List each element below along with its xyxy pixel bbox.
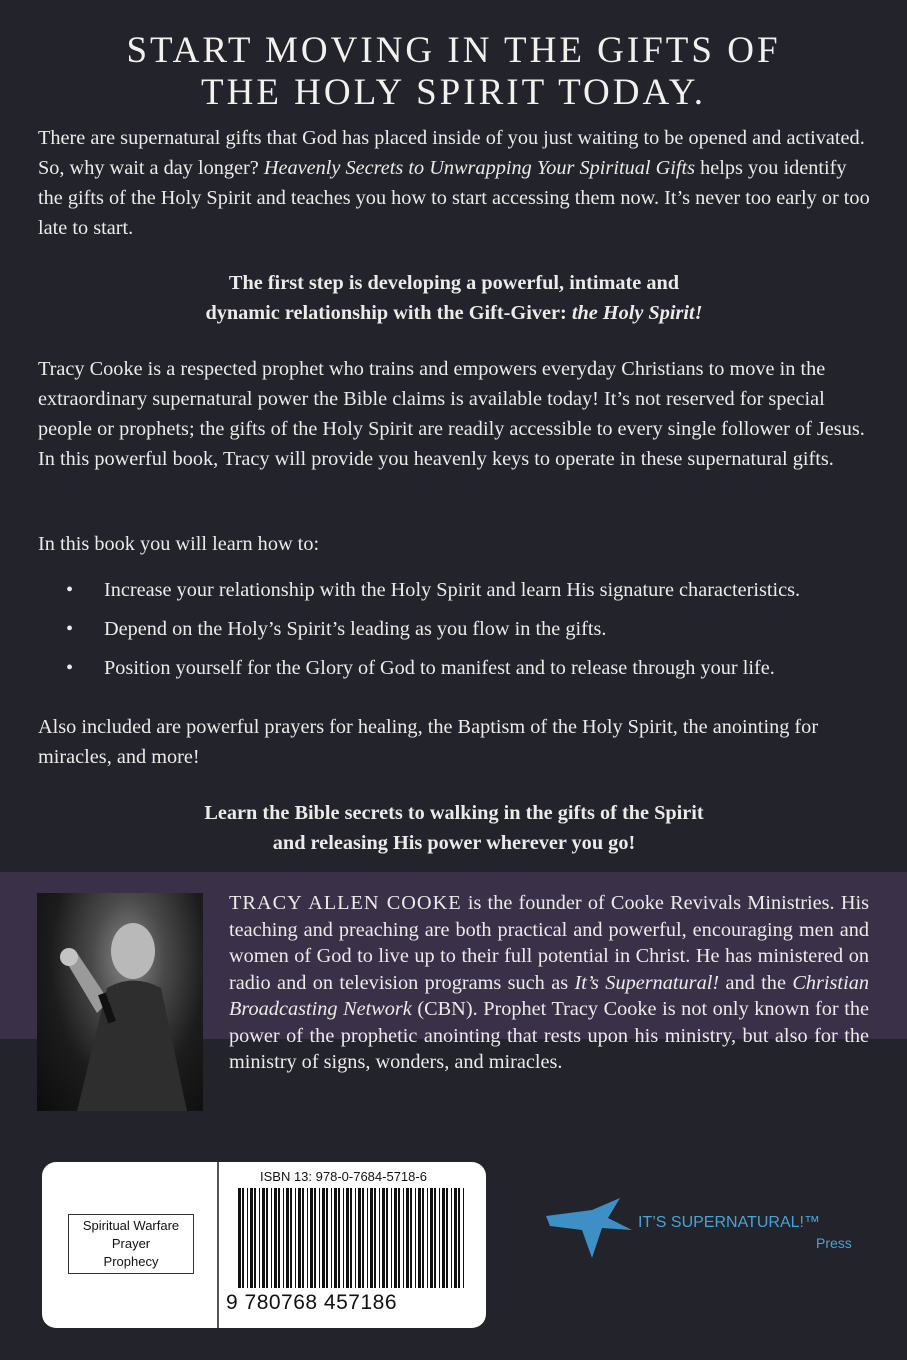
bio-show-2: Christian Broadcasting Network — [229, 971, 869, 1020]
barcode-bar — [247, 1188, 248, 1288]
barcode-bar — [338, 1188, 340, 1288]
barcode-bar — [454, 1188, 457, 1288]
barcode-bar — [250, 1188, 253, 1288]
subject-3: Prophecy — [103, 1254, 159, 1269]
author-name: TRACY ALLEN COOKE — [229, 892, 462, 914]
barcode-bar — [451, 1188, 452, 1288]
bullet-item-1: Increase your relationship with the Holy Spirit and learn His signature characteristics. — [104, 579, 801, 601]
intro-text-2: helps you identify the gifts of the Holy Spirit and teaches you how to start accessing them now. It’s never too early or too late to start. — [38, 157, 870, 239]
barcode-bar — [290, 1188, 292, 1288]
barcode-bar — [415, 1188, 416, 1288]
barcode-bar — [434, 1188, 436, 1288]
barcode-bar — [346, 1188, 349, 1288]
barcode-bar — [418, 1188, 421, 1288]
callout1-line-1: The first step is developing a powerful, intimate and — [228, 272, 680, 294]
barcode-bar — [442, 1188, 445, 1288]
barcode-bar — [403, 1188, 404, 1288]
barcode-bar — [398, 1188, 400, 1288]
bullet-dot-2: • — [66, 618, 74, 640]
subject-box — [68, 1214, 194, 1274]
barcode-bar — [391, 1188, 392, 1288]
barcode-bar — [410, 1188, 412, 1288]
barcode-bar — [298, 1188, 301, 1288]
barcode-bar — [427, 1188, 428, 1288]
headline-line-2: THE HOLY SPIRIT TODAY. — [201, 72, 706, 113]
bio-text-2: and the — [719, 971, 793, 994]
publisher-logo — [544, 1196, 874, 1266]
barcode-bar — [406, 1188, 409, 1288]
star-icon — [544, 1196, 634, 1266]
barcode-bar — [310, 1188, 313, 1288]
barcode-bar — [439, 1188, 440, 1288]
book-title: Heavenly Secrets to Unwrapping Your Spiritual Gifts — [263, 157, 696, 179]
bio-show-1: It’s Supernatural! — [574, 971, 720, 994]
barcode-bar — [446, 1188, 448, 1288]
barcode-bar — [370, 1188, 373, 1288]
publisher-press: Press — [816, 1235, 852, 1251]
callout1-line-2a: dynamic relationship with the Gift-Giver: — [205, 302, 572, 324]
barcode-bar — [307, 1188, 308, 1288]
barcode-bar — [259, 1188, 260, 1288]
barcode-bar — [422, 1188, 424, 1288]
barcode-bar — [242, 1188, 244, 1288]
barcode-bar — [295, 1188, 296, 1288]
callout1-line-2b: the Holy Spirit! — [571, 302, 703, 324]
barcode-bar — [355, 1188, 356, 1288]
barcode-bar — [430, 1188, 433, 1288]
barcode-bar — [302, 1188, 304, 1288]
bullet-dot-3: • — [66, 657, 74, 679]
subject-1: Spiritual Warfare — [82, 1218, 180, 1233]
barcode-bar — [463, 1188, 464, 1288]
barcode-bar — [350, 1188, 352, 1288]
barcode-bar — [358, 1188, 361, 1288]
barcode-bar — [394, 1188, 397, 1288]
isbn-label: ISBN 13: 978-0-7684-5718-6 — [260, 1169, 427, 1184]
barcode-bar — [238, 1188, 241, 1288]
bullet-item-3: Position yourself for the Glory of God to manifest and to release through your life. — [104, 657, 775, 679]
barcode-bar — [362, 1188, 364, 1288]
barcode-bar — [283, 1188, 284, 1288]
bullet-dot-1: • — [66, 579, 74, 601]
callout-first-step — [38, 268, 870, 328]
subject-2: Prayer — [111, 1236, 151, 1251]
intro-text-1: There are supernatural gifts that God has placed inside of you just waiting to be opened and activated. So, why wait a day longer? — [38, 127, 865, 179]
bio-text-3: (CBN). Prophet Tracy Cooke is not only known for the power of the prophetic anointing that rests upon his ministry, but also for the ministry of signs, wonders, and miracles. — [229, 998, 869, 1073]
barcode-bar — [331, 1188, 332, 1288]
barcode-bar — [266, 1188, 268, 1288]
bio-text-1: is the founder of Cooke Revivals Ministries. His teaching and preaching are both practical and powerful, encouraging men and women of God to live up to their full potential in Christ. He has ministered on radio and on television programs such as — [229, 892, 869, 994]
barcode-bar — [274, 1188, 277, 1288]
barcode-bar — [314, 1188, 316, 1288]
intro-paragraph — [38, 123, 870, 243]
isbn-digits: 9 780768 457186 — [226, 1291, 397, 1314]
barcode-divider — [217, 1162, 219, 1328]
cover-headline — [0, 30, 907, 114]
barcode-bar — [367, 1188, 368, 1288]
barcode-bar — [326, 1188, 328, 1288]
author-bio — [229, 890, 869, 1076]
barcode-bar — [286, 1188, 289, 1288]
author-photo — [37, 893, 203, 1111]
barcode-bar — [322, 1188, 325, 1288]
callout-learn-secrets — [38, 798, 870, 858]
barcode-bar — [379, 1188, 380, 1288]
learn-intro: In this book you will learn how to: — [38, 533, 320, 555]
author-silhouette — [37, 893, 203, 1111]
callout2-line-2: and releasing His power wherever you go! — [272, 832, 636, 854]
also-included-paragraph: Also included are powerful prayers for healing, the Baptism of the Holy Spirit, the anointing for miracles, and more! — [38, 716, 819, 768]
barcode-bar — [382, 1188, 385, 1288]
bullet-item-2: Depend on the Holy’s Spirit’s leading as you flow in the gifts. — [104, 618, 607, 640]
barcode-bar — [374, 1188, 376, 1288]
barcode-bar — [334, 1188, 337, 1288]
barcode-bar — [386, 1188, 388, 1288]
barcode — [234, 1188, 470, 1288]
headline-line-1: START MOVING IN THE GIFTS OF — [126, 30, 781, 71]
about-paragraph: Tracy Cooke is a respected prophet who trains and empowers everyday Christians to move in the extraordinary supernatural power the Bible claims is available today! It’s not reserved for special people or prophets; the gifts of the Holy Spirit are readily accessible to every single follower of Jesus. In this powerful book, Tracy will provide you heavenly keys to operate in these supernatural gifts. — [38, 358, 865, 470]
barcode-bar — [271, 1188, 272, 1288]
barcode-bar — [319, 1188, 320, 1288]
barcode-bar — [254, 1188, 256, 1288]
barcode-bar — [458, 1188, 460, 1288]
barcode-bar — [262, 1188, 265, 1288]
publisher-name: IT’S SUPERNATURAL!™ — [638, 1214, 820, 1231]
callout2-line-1: Learn the Bible secrets to walking in the gifts of the Spirit — [204, 802, 704, 824]
barcode-bar — [343, 1188, 344, 1288]
barcode-bar — [278, 1188, 280, 1288]
